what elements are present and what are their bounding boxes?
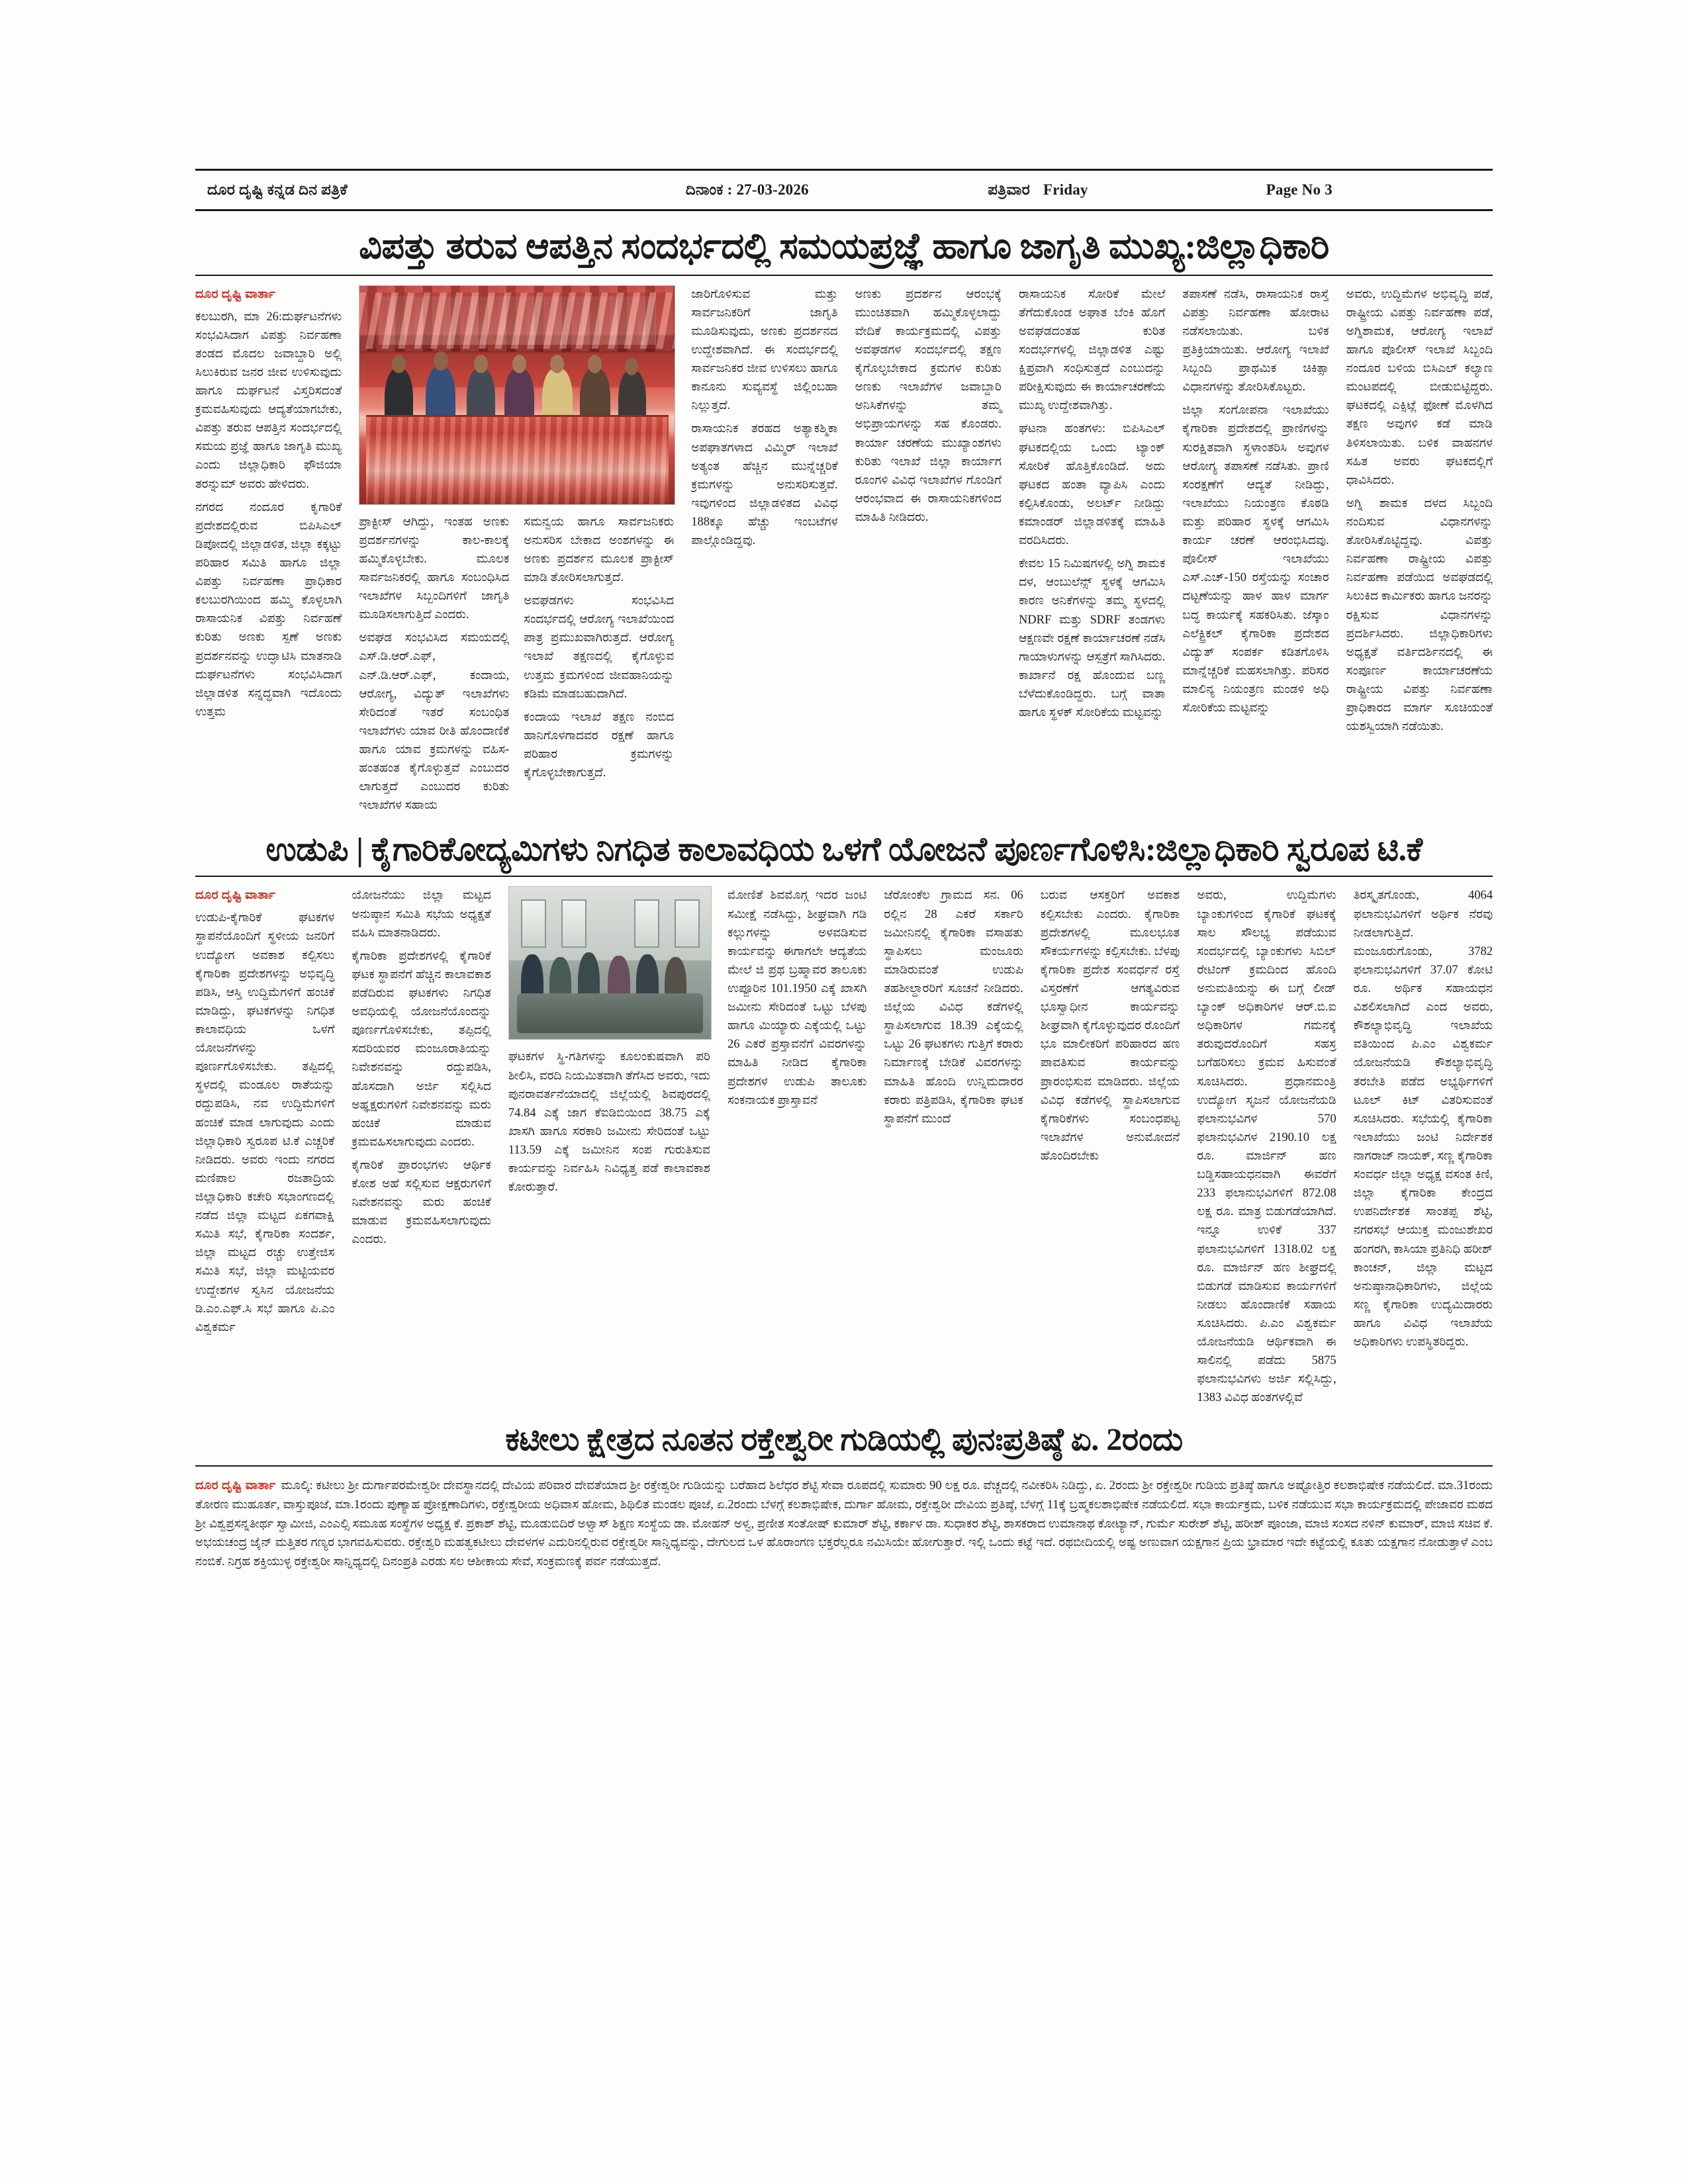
publication-date xyxy=(686,181,988,199)
paragraph: ಅವಘಡಗಳು ಸಂಭವಿಸಿದ ಸಂದರ್ಭದಲ್ಲಿ ಆರೋಗ್ಯ ಇಲಾಖೆಯಿಂದ ಪಾತ್ರ ಪ್ರಮುಖವಾಗಿರುತ್ತದೆ. ಆರೋಗ್ಯ ಇಲಾಖೆ ತಕ್ಷಣದಲ್ಲಿ ಕೈಗೊಳ್ಳುವ ಉತ್ತಮ ಕ್ರಮಗಳಿಂದ ಜೀವಹಾನಿಯನ್ನು ಕಡಿಮೆ ಮಾಡಬಹುದಾಗಿದೆ. xyxy=(524,594,675,701)
paragraph: ಪ್ರಾಕ್ಟೀಸ್ ಆಗಿದ್ದು, ಇಂತಹ ಅಣಕು ಪ್ರದರ್ಶನಗಳನ್ನು ಕಾಲ-ಕಾಲಕ್ಕೆ ಹಮ್ಮಿಕೊಳ್ಳಬೇಕು. ಮೂಲಕ ಸಾರ್ವಜನಿಕರಲ್ಲಿ ಹಾಗೂ ಸಂಬಂಧಿಸಿದ ಇಲಾಖೆಗಳ ಸಿಬ್ಬಂದಿಗಳಿಗೆ ಜಾಗೃತಿ ಮೂಡಿಸಲಾಗುತ್ತಿದೆ ಎಂದರು. xyxy=(359,515,510,622)
article2-column-6 xyxy=(1041,886,1180,1170)
paragraph: ಜೆರೋಂಕೆಲ ಗ್ರಾಮದ ಸನ. 06 ರಲ್ಲಿನ 28 ಎಕರೆ ಸರ್ಕಾರಿ ಜಮೀನಿನಲ್ಲಿ ಕೈಗಾರಿಕಾ ವಸಾಹತು ಸ್ಥಾಪಿಸಲು ಮಂಜೂರು ಮಾಡಿರುವಂತೆ ಉಡುಪಿ ತಹಶೀಲ್ದಾರರಿಗೆ ಸೂಚನೆ ನೀಡಿದರು. ಜಿಲ್ಲೆಯ ವಿವಿಧ ಕಡೆಗಳಲ್ಲಿ ಸ್ಥಾಪಿಸಲಾಗುವ 18.39 ಎಕ್ಕೆಯಲ್ಲಿ ಒಟ್ಟು 26 ಘಟಕಗಳು ಗುತ್ತಿಗೆ ಕರಾರು ನಿರ್ಮಾಣಕ್ಕೆ ಬೇಡಿಕೆ ವಿವರಗಳನ್ನು ಮಾಹಿತಿ ಹೊಂದಿ ಉನ್ನಿಮದಾರರ ಕರಾರು ಪತ್ರಿಪಡಿಸಿ, ಕೈಗಾರಿಕಾ ಘಟಕ ಸ್ಥಾಪನೆಗೆ ಮುಂದೆ xyxy=(884,889,1023,1126)
paragraph: ಜಿಲ್ಲಾ ಸಂಗೋಪನಾ ಇಲಾಖೆಯು ಕೈಗಾರಿಕಾ ಪ್ರದೇಶದಲ್ಲಿ ಪ್ರಾಣಿಗಳನ್ನು ಸುರಕ್ಷಿತವಾಗಿ ಸ್ಥಳಾಂತರಿಸಿ ಅವುಗಳ ಆರೋಗ್ಯ ತಪಾಸಣೆ ನಡೆಸಿತು. ಪ್ರಾಣಿ ಸಂರಕ್ಷಣೆಗೆ ಆದ್ಯತೆ ನೀಡಿದ್ದು, ಇಲಾಖೆಯು ನಿಯಂತ್ರಣ ಕೊಠಡಿ ಮತ್ತು ಪರಿಹಾರ ಸ್ಥಳಕ್ಕೆ ಆಗಮಿಸಿ ಕಾರ್ಯ ಚರಣೆ ಆರಂಭಿಸಿದವು. ಪೊಲೀಸ್ ಇಲಾಖೆಯು ಎಸ್.ಎಚ್-150 ರಸ್ತೆಯನ್ನು ಸಂಚಾರ ದಟ್ಟಣೆಯನ್ನು ಹಾಳ ಹಾಳ ಮಾರ್ಗ ಬದ್ಧ ಕಾರ್ಯಕ್ಕೆ ಸಹಕರಿಸಿತು. ಜೆಸ್ಕಾಂ ಎಲೆಕ್ಟ್ರಿಕಲ್ ಕೈಗಾರಿಕಾ ಪ್ರದೇಶದ ವಿದ್ಯುತ್ ಸಂಪರ್ಕ ಕಡಿತಗೊಳಿಸಿ ಮಾನ್ನೆಚ್ಚರಿಕೆ ಮಹಸಲಾಗಿತ್ತು. ಪರಿಸರ ಮಾಲಿನ್ಯ ನಿಯಂತ್ರಣ ಮಂಡಳಿ ಅಧಿ ಸೋರಿಕೆಯ ಮಟ್ಟವನ್ನು xyxy=(1182,404,1329,715)
day-value: Friday xyxy=(1043,181,1088,198)
district-meeting-photo xyxy=(359,285,675,505)
article2-column-4 xyxy=(727,886,867,1114)
article2-column-5 xyxy=(884,886,1023,1132)
article2-column-3 xyxy=(508,886,710,1201)
article1-column-8 xyxy=(1346,285,1493,741)
article2-column-7 xyxy=(1197,886,1336,1412)
article2 xyxy=(195,886,1493,1412)
paragraph: ಅಣಕು ಪ್ರದರ್ಶನ ಆರಂಭಕ್ಕೆ ಮುಂಚಿತವಾಗಿ ಹಮ್ಮಿಕೊಳ್ಳಲಾದ್ದು ವೇದಿಕೆ ಕಾರ್ಯಕ್ರಮದಲ್ಲಿ ವಿಪತ್ತು ಅವಘಡಗಳ ಸಂದರ್ಭದಲ್ಲಿ ತಕ್ಷಣ ಕೈಗೊಲ್ಳಬೇಕಾದ ಕ್ರಮಗಳ ಕುರಿತು ಅಣಕು ಇಲಾಖೆಗಳ ಜವಾಬ್ದಾರಿ ಅನಿಸಿಕೆಗಳನ್ನು ತಮ್ಮ ಅಭಿಪ್ರಾಯಗಳನ್ನು ಸಹ ಕೊಂಡರು. ಕಾರ್ಯಾ ಚರಣೆಯ ಮುಖ್ಯಾಂಶಗಳು ಕುರಿತು ಇಲಾಖೆ ಜಿಲ್ಲಾ ಕಾರ್ಯಾಗ ರೂಂಗಳಿ ವಿವಿಧ ಇಲಾಖೆಗಳ ಗೊಂಡಿಗೆ ಆರಂಭವಾದ ಈ ರಾಸಾಯನಿಕಗಳಿಂದ ಮಾಹಿತಿ ನೀಡಿದರು. xyxy=(855,287,1002,525)
article3-byline: ದೂರ ದೃಷ್ಟಿ ವಾರ್ತಾ xyxy=(195,1479,276,1493)
paragraph: ಯೋಜನೆಯು ಜಿಲ್ಲಾ ಮಟ್ಟದ ಅನುಷ್ಠಾನ ಸಮಿತಿ ಸಭೆಯ ಅಧ್ಯಕ್ಷತೆ ವಹಿಸಿ ಮಾತನಾಡಿದರು. xyxy=(352,889,491,940)
article1-column-2a xyxy=(359,513,509,820)
day-label: ಪತ್ರಿವಾರ xyxy=(988,181,1030,198)
paragraph: ಘಟಕಗಳ ಸ್ಥಿ-ಗತಿಗಳನ್ನು ಕೂಲಂಕುಷವಾಗಿ ಪರಿ ಶೀಲಿಸಿ, ವರದಿ ನಿಯಮಿತವಾಗಿ ತೆಗೆಸಿದ ಅವರು, ಇದು ಪುನರಾವರ್ತನೆಯಾದಲ್ಲಿ ಜಿಲ್ಲೆಯಲ್ಲಿ ಶಿವಪುರದಲ್ಲಿ 74.84 ಎಕ್ಕೆ ಜಾಗ ಕೆಐಡಿಬಿಯಿಂದ 38.75 ಎಕ್ಕೆ ಖಾಸಗಿ ಹಾಗೂ ಸರಕಾರಿ ಜಮೀನು ಸೇರಿದಂತೆ ಒಟ್ಟು 113.59 ಎಕ್ಕೆ ಜಮೀನಿನ ಸಂಪ ಗುರುತಿಸುವ ಕಾರ್ಯವನ್ನು ನಿರ್ವಹಿಸಿ ನಿವಿಧ್ಯತ್ತ ಪಡೆ ಕಾಲಾವಕಾಶ ಕೋರುತ್ತಾರೆ. xyxy=(508,1050,710,1195)
paragraph: ಅವರು, ಉದ್ದಿಮೆಗಳ ಅಭಿವೃದ್ಧಿ ಪಡೆ, ರಾಷ್ಟ್ರೀಯ ವಿಪತ್ತು ನಿರ್ವಹಣಾ ಪಡೆ, ಅಗ್ನಿಶಾಮಕ, ಆರೋಗ್ಯ ಇಲಾಖೆ ಹಾಗೂ ಪೊಲೀಸ್ ಇಲಾಖೆ ಸಿಬ್ಬಂದಿ ನಂದೂರ ಬಳಿಯ ಬಿಸಿಎಲ್ ಕಲ್ಯಾಣ ಮಂಟಪದಲ್ಲಿ ಬೀಡುಬಿಟ್ಟಿದ್ದರು. ಘಟಕದಲ್ಲಿ ಎಕ್ಸಿಟ್ಲೆ ಫೋಣೆ ಮೊಳಗಿದ ತಕ್ಷಣ ಅವುಗಳಿ ಕಡೆ ಮಾಡಿ ತಿಳಿಸಲಾಯಿತು. ಬಳಿಕ ವಾಹನಗಳ ಸಹಿತ ಅವರು ಘಟಕದಲ್ಲಿಗೆ ಧಾವಿಸಿದರು. xyxy=(1346,287,1493,487)
article1-column-7 xyxy=(1182,285,1329,723)
article1-column-2b xyxy=(524,513,674,820)
paragraph: ಅವರು, ಉದ್ದಿಮೆಗಳು ಬ್ಯಾಂಕುಗಳಿಂದ ಕೈಗಾರಿಕೆ ಘಟಕಕ್ಕೆ ಸಾಲ ಸೌಲಭ್ಯ ಪಡೆಯುವ ಸಂದರ್ಭದಲ್ಲಿ ಬ್ಯಾಂಕುಗಳು ಸಿಬಿಲ್ ರೇಟಿಂಗ್ ಕ್ರಮದಿಂದ ಹೊಂದಿ ಅನುಮತಿಯನ್ನು ಈ ಬಗ್ಗೆ ಲೀಡ್ ಬ್ಯಾಂಕ್ ಅಧಿಕಾರಿಗಳ ಆರ್.ಬಿ.ಐ ಅಧಿಕಾರಿಗಳ ಗಮನಕ್ಕೆ ತರುವುದರೊಂದಿಗೆ ಸಹಸ್ರ ಬಗೆಹರಿಸಲು ಕ್ರಮವ ಹಿಸುವಂತೆ ಸೂಚಿಸಿದರು. ಪ್ರಧಾನಮಂತ್ರಿ ಉದ್ಯೋಗ ಸೃಜನೆ ಯೋಜನೆಯಡಿ ಫಲಾನುಭವಿಗಳ 570 ಫಲಾನುಭವಿಗಳ 2190.10 ಲಕ್ಷ ರೂ. ಮಾರ್ಜಿನ್ ಹಣ ಬಡ್ಡಿಸಹಾಯಧನವಾಗಿ ಈವರೆಗೆ 233 ಫಲಾನುಭವಿಗಳಿಗೆ 872.08 ಲಕ್ಷ ರೂ. ಮಾತ್ರ ಬಿಡುಗಡೆಯಾಗಿದೆ. ಇನ್ನೂ ಉಳಿಕೆ 337 ಫಲಾನುಭವಿಗಳಿಗೆ 1318.02 ಲಕ್ಷ ರೂ. ಮಾರ್ಜಿನ್ ಹಣ ಶೀಘ್ರದಲ್ಲಿ ಬಿಡುಗಡೆ ಮಾಡಿಸುವ ಕಾರ್ಯಗಳಿಗೆ ನೀಡಲು ಹೊಂದಾಣಿಕೆ ಸಹಾಯ ಸೂಚಿಸಿದರು. ಪಿ.ಎಂ ವಿಶ್ವಕರ್ಮ ಯೋಜನೆಯಡಿ ಆರ್ಥಿಕವಾಗಿ ಈ ಸಾಲಿನಲ್ಲಿ ಪಡೆದು 5875 ಫಲಾನುಭವಿಗಳು ಅರ್ಜಿ ಸಲ್ಲಿಸಿದ್ದು, 1383 ವಿವಿಧ ಹಂತಗಳಲ್ಲಿವೆ xyxy=(1197,889,1336,1405)
paragraph: ತಪಾಸಣೆ ನಡೆಸಿ, ರಾಸಾಯನಿಕ ರಾಸ್ತೆ ವಿಪತ್ತು ನಿರ್ವಹಣಾ ಹೋರಾಟ ನಡೆಸಲಾಯಿತು. ಬಳಿಕ ಪ್ರತಿಕ್ರಿಯಾಯಿತು. ಆರೋಗ್ಯ ಇಲಾಖೆ ಸಿಬ್ಬಂದಿ ಪ್ರಾಥಮಿಕ ಚಿಕಿತ್ಸಾ ವಿಧಾನಗಳನ್ನು ತೋರಿಸಿಕೊಟ್ಟರು. xyxy=(1182,287,1329,394)
paragraph: ನಗರದ ನಂದೂರ ಕೃಗಾರಿಕೆ ಪ್ರದೇಶದಲ್ಲಿರುವ ಬಿಪಿಸಿಎಲ್ ಡಿಪೋದಲ್ಲಿ ಜಿಲ್ಲಾಡಳಿತ, ಜಿಲ್ಲಾ ಕಕ್ಕಟ್ಟು ಪರಿಹಾರ ಸಮಿತಿ ಹಾಗೂ ಜಿಲ್ಲಾ ವಿಪತ್ತು ನಿರ್ವಹಣಾ ಪ್ರಾಧಿಕಾರ ಕಲಬುರಗಿಯಿಂದ ಹಮ್ಮಿ ಕೊಳ್ಳಲಾಗಿ ರಾಸಾಯನಿಕ ವಿಪತ್ತು ನಿರ್ವಹಣೆ ಕುರಿತು ಅಣಕು ಸ್ಪಣೆ ಅಣಕು ಪ್ರದರ್ಶನವನ್ನು ಉದ್ಘಾಟಿಸಿ ಮಾತನಾಡಿ ದುರ್ಘಟನೆಗಳು ಸಂಭವಿಸಿದಾಗ ಜಿಲ್ಲಾಡಳಿತ ಸನ್ನದ್ಧವಾಗಿ ಇದೊಂದು ಉತ್ತಮ xyxy=(195,500,342,719)
article1 xyxy=(195,285,1493,820)
page-value: 3 xyxy=(1325,181,1333,198)
paragraph: ಕೇವಲ 15 ನಿಮಿಷಗಳಲ್ಲಿ ಅಗ್ನಿ ಶಾಮಕ ದಳ, ಆಂಬುಲೆನ್ಸ್ ಸ್ಥಳಕ್ಕೆ ಆಗಮಿಸಿ ಕಾರಣ ಅನಿಕೆಗಳನ್ನು ತಮ್ಮ ಸ್ಥಳದಲ್ಲಿ NDRF ಮತ್ತು SDRF ತಂಡಗಳು ಆಕ್ಷಣವೇ ರಕ್ಷಣೆ ಕಾರ್ಯಾಚರಣೆ ನಡೆಸಿ ಗಾಯಾಳುಗಳನ್ನು ಆಸ್ಪತ್ರೆಗೆ ಸಾಗಿಸಿದರು. ಕಾರ್ಖಾನೆ ರಕ್ಷ ಹೊಂದುವ ಬಣ್ಣ ಬೆಳೆದುಕೊಂಡಿದ್ದರು. ಬಗ್ಗೆ ವಾತಾ ಹಾಗೂ ಸ್ಥಳಕ್ ಸೋರಿಕೆಯ ಮಟ್ಟವನ್ನು xyxy=(1018,557,1166,720)
article1-column-4 xyxy=(691,285,837,555)
article1-headline: ವಿಪತ್ತು ತರುವ ಆಪತ್ತಿನ ಸಂದರ್ಭದಲ್ಲಿ ಸಮಯಪ್ರಜ್ಞೆ ಹಾಗೂ ಜಾಗೃತಿ ಮುಖ್ಯ:ಜಿಲ್ಲಾಧಿಕಾರಿ xyxy=(359,226,1329,266)
paragraph: ಅವಘಡ ಸಂಭವಿಸಿದ ಸಮಯದಲ್ಲಿ ಎಸ್.ಡಿ.ಆರ್.ಎಫ್, ಎನ್.ಡಿ.ಆರ್.ಎಫ್, ಕಂದಾಯ, ಆರೋಗ್ಯ, ವಿದ್ಯುತ್ ಇಲಾಖೆಗಳು ಸೇರಿದಂತೆ ಇತರೆ ಸಂಬಂಧಿತ ಇಲಾಖೆಗಳು ಯಾವ ರೀತಿ ಹೊಂದಾಣಿಕೆ ಹಾಗೂ ಯಾವ ಕ್ರಮಗಳನ್ನು ವಹಿಸ-ಹಂತಹಂತ ಕೈಗೊಳ್ಳುತ್ತವೆ ಎಂಬುದರ ಲಾಗುತ್ತದೆ ಎಂಬುದರ ಕುರಿತು ಇಲಾಖೆಗಳ ಸಹಾಯ xyxy=(359,631,510,813)
publication-title: ದೂರ ದೃಷ್ಟಿ ಕನ್ನಡ ದಿನ ಪತ್ರಿಕೆ xyxy=(207,181,348,198)
udupi-meeting-photo xyxy=(508,886,712,1040)
paragraph: ಕಂದಾಯ ಇಲಾಖೆ ತಕ್ಷಣ ನಂಬಿದ ಹಾನಿಗೊಳಗಾದವರ ರಕ್ಷಣೆ ಹಾಗೂ ಪರಿಹಾರ ಕ್ರಮಗಳನ್ನು ಕೈಗೊಳ್ಳಬೇಕಾಗುತ್ತದೆ. xyxy=(524,710,675,780)
page-number xyxy=(1240,181,1493,199)
masthead xyxy=(195,169,1493,211)
paragraph: ಬರುವ ಆಸಕ್ತರಿಗೆ ಅವಕಾಶ ಕಲ್ಪಿಸಬೇಕು ಎಂದರು. ಕೈಗಾರಿಕಾ ಪ್ರದೇಶಗಳಲ್ಲಿ ಮೂಲಭೂತ ಸೌಕರ್ಯಗಳನ್ನು ಕಲ್ಪಿಸಬೇಕು. ಬೆಳಪು ಕೈಗಾರಿಕಾ ಪ್ರದೇಶ ಸಂವರ್ಧನೆ ರಸ್ತೆ ವಿಸ್ತರಣೆಗೆ ಆಗತ್ಯವಿರುವ ಭೂಸ್ವಾಧೀನ ಕಾರ್ಯವನ್ನು ಶೀಘ್ರವಾಗಿ ಕೈಗೊಳ್ಳುವುದರ ರೊಂದಿಗೆ ಭೂ ಮಾಲೀಕರಿಗೆ ಪರಿಹಾರದ ಹಣ ಪಾವತಿಸುವ ಕಾರ್ಯವನ್ನು ಪ್ರಾರಂಭಿಸುವ ಮಾಡಿದರು. ಜಿಲ್ಲೆಯ ವಿವಿಧ ಕಡೆಗಳಲ್ಲಿ ಸ್ಥಾಪಿಸಲಾಗುವ ಕೈಗಾರಿಕೆಗಳು ಸಂಬಂಧಪಟ್ಟ ಇಲಾಖೆಗಳ ಅನುಮೋದನೆ ಹೊಂದಿರಬೇಕು xyxy=(1040,889,1180,1163)
paragraph: ಜಾರಿಗೊಳಿಸುವ ಮತ್ತು ಸಾರ್ವಜನಿಕರಿಗೆ ಜಾಗೃತಿ ಮೂಡಿಸುವುದು, ಅಣಕು ಪ್ರದರ್ಶನದ ಉದ್ದೇಶವಾಗಿದೆ. ಈ ಸಂದರ್ಭದಲ್ಲಿ ಸಾರ್ವಜನಿಕರ ಜೀವ ಉಳಿಸಲು ಹಾಗೂ ಕಾನೂನು ಸುವ್ಯವಸ್ಥೆ ಜಿಲ್ಲಿಂಬಹಾ ನಿಲ್ಲುತ್ತದೆ. xyxy=(691,287,838,413)
article3 xyxy=(195,1476,1493,1571)
paragraph: ಅಗ್ನಿ ಶಾಮಕ ದಳದ ಸಿಬ್ಬಂದಿ ನಂದಿಸುವ ವಿಧಾನಗಳನ್ನು ತೋರಿಸಿಕೊಟ್ಟಿದ್ದವು. ವಿಪತ್ತು ನಿರ್ವಹಣಾ ರಾಷ್ಟ್ರೀಯ ವಿಪತ್ತು ನಿರ್ವಹಣಾ ಪಡೆಯಿದ ಅವಘಡದಲ್ಲಿ ಸಿಲುಕಿದ ಕಾರ್ಮಿಕರು ಹಾಗೂ ಜನರನ್ನು ರಕ್ಷಿಸುವ ವಿಧಾನಗಳನ್ನು ಪ್ರದರ್ಶಿಸಿದರು. ಜಿಲ್ಲಾಧಿಕಾರಿಗಳು ಅಧ್ಯಕ್ಷತೆ ವರ್ತಿದರ್ಶಿನದಲ್ಲಿ ಈ ಸಂಪೂರ್ಣ ಕಾರ್ಯಾಚರಣೆಯ ರಾಷ್ಟ್ರೀಯ ವಿಪತ್ತು ನಿರ್ವಹಣಾ ಪ್ರಾಧಿಕಾರದ ಮಾರ್ಗ ಸೂಚಿಯಂತೆ ಯಶಸ್ವಿಯಾಗಿ ನಡೆಯಿತು. xyxy=(1346,496,1493,734)
date-label: ದಿನಾಂಕ : xyxy=(685,181,733,198)
paragraph: ಘಟನಾ ಹಂತಗಳು: ಬಿಪಿಸಿಎಲ್ ಘಟಕದಲ್ಲಿಯ ಒಂದು ಟ್ಯಾಂಕ್ ಸೋರಿಕೆ ಹೊತ್ತಿಕೊಂಡಿದೆ. ಅದು ಘಟಕದ ಹಂತಾ ವ್ಯಾಪಿಸಿ ಎಂದು ಕಲ್ಪಿಸಿಕೊಂಡು, ಅಲರ್ಟ್ ನೀಡಿದ್ದು ಕಮಾಂಡರ್ ಜಿಲ್ಲಾಡಳಿತಕ್ಕೆ ಮಾಹಿತಿ ವರದಿಸಿದರು. xyxy=(1018,422,1166,548)
paragraph: ಮೋಣಿತೆ ಶಿವಮೊಗ್ಗ ಇದರ ಜಂಟಿ ಸಮೀಕ್ಷೆ ನಡೆಸಿದ್ದು, ಶೀಘ್ರವಾಗಿ ಗಡಿ ಕಲ್ಲುಗಳನ್ನು ಅಳವಡಿಸುವ ಕಾರ್ಯವನ್ನು ಈಗಾಗಲೇ ಆದ್ಯತೆಯ ಮೇಲೆ ಜಿ ಪ್ರಥ ಬ್ರಹ್ಮಾವರ ತಾಲೂಕು ಉಪ್ಪೂರಿನ 101.1950 ಎಕ್ಕೆ ಖಾಸಗಿ ಜಮೀನು ಸೇರಿದಂತೆ ಒಟ್ಟು ಬೆಳಪು ಹಾಗೂ ಮಿಯ್ಯಾರು ಎಕ್ಕೆಯಲ್ಲಿ ಒಟ್ಟು 26 ಎಕರೆ ಪ್ರಸ್ತಾವನೆಗೆ ವಿವರಗಳನ್ನು ಮಾಹಿತಿ ನೀಡಿದ ಕೈಗಾರಿಕಾ ಪ್ರದೇಶಗಳ ಉಡುಪಿ ತಾಲೂಕು ಸಂಕನಾಯಕ ಪ್ರಾಸ್ತಾವನೆ xyxy=(727,889,867,1107)
article3-headline: ಕಟೀಲು ಕ್ಷೇತ್ರದ ನೂತನ ರಕ್ತೇಶ್ವರೀ ಗುಡಿಯಲ್ಲಿ ಪುನಃಪ್ರತಿಷ್ಠೆ ಏ. 2ರಂದು xyxy=(505,1422,1183,1457)
paragraph: ಕಲಬುರಗಿ, ಮಾ 26:ದುರ್ಘಟನೆಗಳು ಸಂಭವಿಸಿದಾಗ ವಿಪತ್ತು ನಿರ್ವಹಣಾ ತಂಡದ ಮೊದಲ ಜವಾಬ್ದಾರಿ ಅಲ್ಲಿ ಸಿಲುಕಿರುವ ಜನರ ಜೀವ ಉಳಿಸುವುದು ಹಾಗೂ ದುರ್ಘಟನೆ ವಿಸ್ತರಿಸದಂತೆ ಕ್ರಮವಹಿಸುವುದು ಆದ್ಯತೆಯಾಗಬೇಕು, ವಿಪತ್ತು ತರುವ ಆಪತ್ತಿನ ಸಂದರ್ಭದಲ್ಲಿ ಸಮಯ ಪ್ರಜ್ಞೆ ಹಾಗೂ ಜಾಗೃತಿ ಮುಖ್ಯ ಎಂದು ಜಿಲ್ಲಾಧಿಕಾರಿ ಫೌಜಿಯಾ ತರನ್ನುಮ್ ಅವರು ಹೇಳಿದರು. xyxy=(195,310,342,491)
date-value: 27-03-2026 xyxy=(736,181,809,198)
divider xyxy=(195,1465,1493,1467)
article1-column-1 xyxy=(195,285,342,726)
article1-column-2 xyxy=(359,285,674,820)
article2-headline: ಉಡುಪಿ | ಕೈಗಾರಿಕೋದ್ಯಮಿಗಳು ನಿಗಧಿತ ಕಾಲಾವಧಿಯ ಒಳಗೆ ಯೋಜನೆ ಪೂರ್ಣಗೊಳಿಸಿ:ಜಿಲ್ಲಾಧಿಕಾರಿ ಸ್ವರೂಪ ಟಿ.ಕೆ xyxy=(265,831,1423,868)
paragraph: ತಿರಸ್ಕೃತಗೊಂಡು, 4064 ಫಲಾನುಭವಿಗಳಿಗೆ ಅರ್ಥಿಕ ನೆರವು ನೀಡಲಾಗುತ್ತಿದೆ. ಮಂಜೂರುಗೊಂಡು, 3782 ಫಲಾನುಭವಿಗಳಿಗೆ 37.07 ಕೋಟಿ ರೂ. ಅರ್ಥಿಕ ಸಹಾಯಧನ ವಿಶಲಿಸಲಾಗಿದೆ ಎಂದ ಅವರು, ಕೌಶಲ್ಯಾಭಿವೃದ್ಧಿ ಇಲಾಖೆಯ ವತಿಯಿಂದ ಪಿ.ಎಂ ವಿಶ್ವಕರ್ಮ ಯೋಜನೆಯಡಿ ಕೌಶಲ್ಯಾಭಿವೃದ್ಧಿ ತರಬೇತಿ ಪಡೆದ ಅಭ್ಯರ್ಥಿಗಳಿಗೆ ಟೂಲ್ ಕಿಟ್ ವಿತರಿಸುವಂತೆ ಸೂಚಿಸಿದರು. ಸಭೆಯಲ್ಲಿ ಕೈಗಾರಿಕಾ ಇಲಾಖೆಯು ಜಂಟಿ ನಿರ್ದೇಶಕ ನಾಗರಾಜ್ ನಾಯಕ್, ಸಣ್ಣ ಕೈಗಾರಿಕಾ ಸಂವರ್ಧ ಜಿಲ್ಲಾ ಅಧ್ಯಕ್ಷ ವಸಂತ ಕಿಣಿ, ಜಿಲ್ಲಾ ಕೈಗಾರಿಕಾ ಕೇಂದ್ರದ ಉಪನಿರ್ದೇಶಕ ಸಾಂತಪ್ಪ ಶೆಟ್ಟಿ, ನಗರಸಭೆ ಆಯುಕ್ತ ಮಂಜುಶೇಖರ ಹಂಗರಗಿ, ಕಾಸಿಯಾ ಪ್ರತಿನಿಧಿ ಹರೀಶ್ ಕಾಂಚನ್, ಜಿಲ್ಲಾ ಮಟ್ಟದ ಅನುಷ್ಠಾನಾಧಿಕಾರಿಗಳು, ಜಿಲ್ಲೆಯ ಸಣ್ಣ ಕೈಗಾರಿಕಾ ಉದ್ಯಮಿದಾರರು ಹಾಗೂ ವಿವಿಧ ಇಲಾಖೆಯ ಅಧಿಕಾರಿಗಳು ಉಪಸ್ಥಿತರಿದ್ದರು. xyxy=(1353,889,1493,1349)
article1-column-6 xyxy=(1019,285,1165,727)
paragraph: ಕೈಗಾರಿಕೆ ಪ್ರಾರಂಭಗಳು ಆರ್ಥಿಕ ಕೋಶ ಅಹೆ ಸಲ್ಲಿಸುವ ಆಕ್ಷರುಗಳಿಗೆ ನಿವೇಶನವನ್ನು ಮರು ಹಂಚಿಕೆ ಮಾಡುವ ಕ್ರಮವಹಿಸಲಾಗುವುದು ಎಂದರು. xyxy=(352,1159,491,1247)
article2-column-8 xyxy=(1354,886,1493,1356)
divider xyxy=(195,876,1493,877)
publication-day xyxy=(988,181,1239,199)
article2-column-1 xyxy=(195,886,334,1341)
paragraph: ಸಮನ್ವಯ ಹಾಗೂ ಸಾರ್ವಜನಿಕರು ಅನುಸರಿಸ ಬೇಕಾದ ಅಂಶಗಳನ್ನು ಈ ಅಣಕು ಪ್ರದರ್ಶನ ಮೂಲಕ ಪ್ರಾಕ್ಟೀಸ್ ಮಾಡಿ ತೋರಿಸಲಾಗುತ್ತದೆ. xyxy=(524,515,675,585)
page-label: Page No xyxy=(1266,181,1321,198)
paragraph: ಉಡುಪಿ-ಕೈಗಾರಿಕೆ ಘಟಕಗಳ ಸ್ಥಾಪನೆಯೊಂದಿಗೆ ಸ್ಥಳೀಯ ಜನರಿಗೆ ಉದ್ಯೋಗ ಅವಕಾಶ ಕಲ್ಪಿಸಲು ಕೈಗಾರಿಕಾ ಪ್ರದೇಶಗಳನ್ನು ಅಭಿವೃದ್ಧಿ ಪಡಿಸಿ, ಆಸ್ತಿ ಉದ್ದಿಮೆಗಳಿಗೆ ಹಂಚಿಕೆ ಮಾಡಿದ್ದು, ಘಟಕಗಳನ್ನು ನಿಗಧಿತ ಕಾಲಾವಧಿಯ ಒಳಗೆ ಯೋಜನೆಗಳನ್ನು ಪೂರ್ಣಗೊಳಿಸಬೇಕು. ತಪ್ಪಿದಲ್ಲಿ ಸ್ಥಳದಲ್ಲಿ ಮಂಡೂಲ ರಾತೆಯನ್ನು ರದ್ದುಪಡಿಸಿ, ನವ ಉದ್ದಿಮೆಗಳಿಗೆ ಹಂಚಿಕೆ ಮಾಡ ಲಾಗುವುದು ಎಂದು ಜಿಲ್ಲಾಧಿಕಾರಿ ಸ್ವರೂಪ ಟಿ.ಕೆ ಎಚ್ಚರಿಕೆ ನೀಡಿದರು. ಅವರು ಇಂದು ನಗರದ ಮಣಿಪಾಲ ರಜತಾದ್ರಿಯ ಜಿಲ್ಲಾಧಿಕಾರಿ ಕಚೇರಿ ಸಭಾಂಗಣದಲ್ಲಿ ನಡೆದ ಜಿಲ್ಲಾ ಮಟ್ಟದ ಏಕಗವಾಕ್ಷಿ ಸಮಿತಿ ಸಭೆ, ಕೈಗಾರಿಕಾ ಸಂದರ್ಶ, ಜಿಲ್ಲಾ ಮಟ್ಟದ ರಚ್ಚು ಉತ್ತೇಜಿಸ ಸಮಿತಿ ಸಭೆ, ಜಿಲ್ಲಾ ಮಟ್ಟಿಯವರ ಉದ್ದೇಶಗಳ ಸ್ವಸಿನ ಯೋಜನೆಯ ಡಿ.ಎಂ.ಎಫ್.ಸಿ ಸಭೆ ಹಾಗೂ ಪಿ.ಎಂ ವಿಶ್ವಕರ್ಮ xyxy=(195,911,335,1334)
article1-byline: ದೂರ ದೃಷ್ಟಿ ವಾರ್ತಾ xyxy=(195,287,276,301)
paragraph: ಕೈಗಾರಿಕಾ ಪ್ರದೇಶಗಳಲ್ಲಿ ಕೈಗಾರಿಕೆ ಘಟಕ ಸ್ಥಾಪನೆಗೆ ಹೆಚ್ಚಿನ ಕಾಲಾವಕಾಶ ಪಡೆದಿರುವ ಘಟಕಗಳು ನಿಗಧಿತ ಅವಧಿಯಲ್ಲಿ ಯೋಜನೆಯೊಂದನ್ನು ಪೂರ್ಣಗೊಳಿಸಬೇಕು, ತಪ್ಪಿದಲ್ಲಿ ಸದರಿಯವರ ಮಂಜೂರಾತಿಯನ್ನು ನಿವೇಶನವನ್ನು ರದ್ದುಪಡಿಸಿ, ಹೊಸದಾಗಿ ಅರ್ಜಿ ಸಲ್ಲಿಸಿದ ಅಹ್ಞಕ್ಷರುಗಳಿಗೆ ನಿವೇಶನವನ್ನು ಮರು ಹಂಚಿಕೆ ಮಾಡುವ ಕ್ರಮವಹಿಸಲಾಗುವುದು ಎಂದರು. xyxy=(352,949,491,1149)
article2-byline: ದೂರ ದೃಷ್ಟಿ ವಾರ್ತಾ xyxy=(195,888,276,903)
paragraph: ರಾಸಾಯನಿಕ ತರಹದ ಅತ್ಯಾಕಶ್ಮಿಕಾ ಅಪಘಾತಗಳಾದ ವಿಮ್ಮಿರ್ ಇಲಾಖೆ ಅತ್ಯಂತ ಹೆಚ್ಚಿನ ಮುನ್ನೆಚ್ಚರಿಕೆ ಕ್ರಮಗಳನ್ನು ಅನುಸರಿಸುತ್ತವೆ. ಇವುಗಳಿಂದ ಜಿಲ್ಲಾಡಳಿತದ ವಿವಿಧ 188ಕ್ಕೂ ಹೆಚ್ಚು ಇಂಬಟೆಗಳ ಪಾಲ್ಗೊಂಡಿದ್ದವು. xyxy=(691,422,838,548)
article3-body: ಮೂಲ್ಕಿ: ಕಟೀಲು ಶ್ರೀ ದುರ್ಗಾಪರಮೇಶ್ವರೀ ದೇವಸ್ಥಾನದಲ್ಲಿ ದೇವಿಯ ಪರಿವಾರ ದೇವತೆಯಾದ ಶ್ರೀ ರಕ್ತೇಶ್ವರೀ ಗುಡಿಯನ್ನು ಬರೆಹಾದ ಶಿಲೆಧರ ಶೆಟ್ಟಿ ಸೇವಾ ರೂಪದಲ್ಲಿ ಸುಮಾರು 90 ಲಕ್ಷ ರೂ. ವೆಚ್ಚದಲ್ಲಿ ನವೀಕರಿಸಿ ನಿಡಿದ್ದು, ಏ. 2ರಂದು ಶ್ರೀ ರಕ್ತೇಶ್ವರೀ ಗುಡಿಯ ಪ್ರತಿಷ್ಠೆ ಹಾಗೂ ಅಷ್ಟೋತ್ತಿರ ಕಲಶಾಭಿಷೇಕ ನಡೆಯಲಿದೆ. ಮಾ.31ರಂದು ತೋರಣ ಮುಹೂರ್ತ, ವಾಸ್ತುಪೂಜೆ, ಮಾ.1ರಂದು ಪುಣ್ಯಾಹ ಪ್ರೋಕ್ಷಣಾದಿಗಳು, ರಕ್ತೇಶ್ವರೀಯ ಅಧಿವಾಸ ಹೋಮ, ಶಿಥಿಲಿತ ಮಂಡಲ ಪೂಜೆ, ಏ.2ರಂದು ಬೆಳಗ್ಗೆ ಕಲಶಾಭಿಷೇಕ, ದುರ್ಗಾ ಹೋಮ, ರಕ್ತೇಶ್ವರೀ ದೇವಿಯ ಪ್ರತಿಷ್ಠೆ, ಬೆಳಗ್ಗೆ 11ಕ್ಕೆ ಬ್ರಹ್ಮಕಲಶಾಭಿಷೇಕ ನಡೆಯಲಿದೆ. ಸಭಾ ಕಾರ್ಯಕ್ರಮ, ಬಳಿಕ ನಡೆಯುವ ಸಭಾ ಕಾರ್ಯಕ್ರಮದಲ್ಲಿ ಪೇಜಾವರ ಮಠದ ಶ್ರೀ ವಿಶ್ವಪ್ರಸನ್ನತೀರ್ಥ ಸ್ವಾಮೀಜಿ, ಎಂಎಲ್ಸಿ ಸಮೂಹ ಸಂಸ್ಥೆಗಳ ಅಧ್ಯಕ್ಷ ಕೆ. ಪ್ರಕಾಶ್ ಶೆಟ್ಟಿ, ಮೂಡುಬಿದಿರೆ ಅಳ್ವಾಸ್ ಶಿಕ್ಷಣ ಸಂಸ್ಥೆಯ ಡಾ. ಮೋಹನ್ ಅಳ್ವ, ಪ್ರಣೀತ ಸಂತೋಷ್ ಕುಮಾರ್ ಶೆಟ್ಟಿ, ಕರ್ಕಾಳ ಡಾ. ಸುಧಾಕರ ಶೆಟ್ಟಿ, ಶಾಸಕರಾದ ಉಮಾನಾಥ ಕೋಟ್ಯಾನ್, ಗುರ್ಮೆ ಸುರೇಶ್ ಶೆಟ್ಟಿ, ಹರೀಶ್ ಪೂಂಜಾ, ಮಾಜಿ ಸಂಸದ ನಳಿನ್ ಕುಮಾರ್, ಮಾಜಿ ಸಚಿವ ಕೆ. ಅಭಯಚಂದ್ರ ಜೈನ್ ಮತ್ತಿತರ ಗಣ್ಯರ ಭಾಗವಹಿಸುವರು. ರಕ್ತೇಶ್ವರಿ ಮಹತ್ವಕಟೀಲು ದೇವಳಗಳ ಎದುರಿನಲ್ಲಿರುವ ರಕ್ತೇಶ್ವರೀ ಸಾನ್ನಿಧ್ಯವನ್ನು, ದೇಗುಲದ ಒಳ ಹೊರಾಂಗಣ ಭಕ್ತರೆಲ್ಲರೂ ನಮಿಸಿಯೇ ಹೋಗುತ್ತಾರೆ. ಇಲ್ಲಿ ಒಂದು ಕಟ್ಟೆ ಇದೆ. ರಥಬೀದಿಯಲ್ಲಿ ಅಷ್ಟ ಅಣುವಾಗ ಯಕ್ಷಗಾನ ಪ್ರಿಯ ಭ್ರಾಮಾರ ಇದೇ ಕಟ್ಟೆಯಲ್ಲಿ ಕೂತು ಯಕ್ಷಗಾನ ನೋಡುತ್ತಾಳೆ ಎಂಬ ನಂಬಿಕೆ. ನಿಗ್ರಹ ಶಕ್ತಿಯುಳ್ಳ ರಕ್ತೇಶ್ವರೀ ಸಾನ್ನಿಧ್ಯದಲ್ಲಿ ದಿನಂಪ್ರತಿ ಎರಡು ಸಲ ಆಶೀಕಾಯ ಸೇವೆ, ಸಂಕ್ರಮಣಕ್ಕೆ ಪರ್ವ ನಡೆಯುತ್ತದೆ. xyxy=(195,1479,1493,1569)
paragraph: ರಾಸಾಯನಿಕ ಸೋರಿಕೆ ಮೇಲೆ ತೆಗೆದುಕೊಂಡ ಅಘಾತ ಬೆಂಕಿ ಹೊಗೆ ಅವಘಡದಂತಹ ಕುರಿತ ಸಂದರ್ಭಗಳಲ್ಲಿ ಜಿಲ್ಲಾಡಳಿತ ಎಷ್ಟು ಕ್ಷಿಪ್ರವಾಗಿ ಸಂಧಿಸುತ್ತದೆ ಎಂಬುದನ್ನು ಪರೀಕ್ಷಿಸುವುದು ಈ ಕಾರ್ಯಾಚರಣೆಯ ಮುಖ್ಯ ಉದ್ದೇಶವಾಗಿತ್ತು. xyxy=(1018,287,1166,413)
divider xyxy=(195,275,1493,276)
article2-column-2 xyxy=(352,886,491,1253)
article1-column-5 xyxy=(855,285,1002,531)
